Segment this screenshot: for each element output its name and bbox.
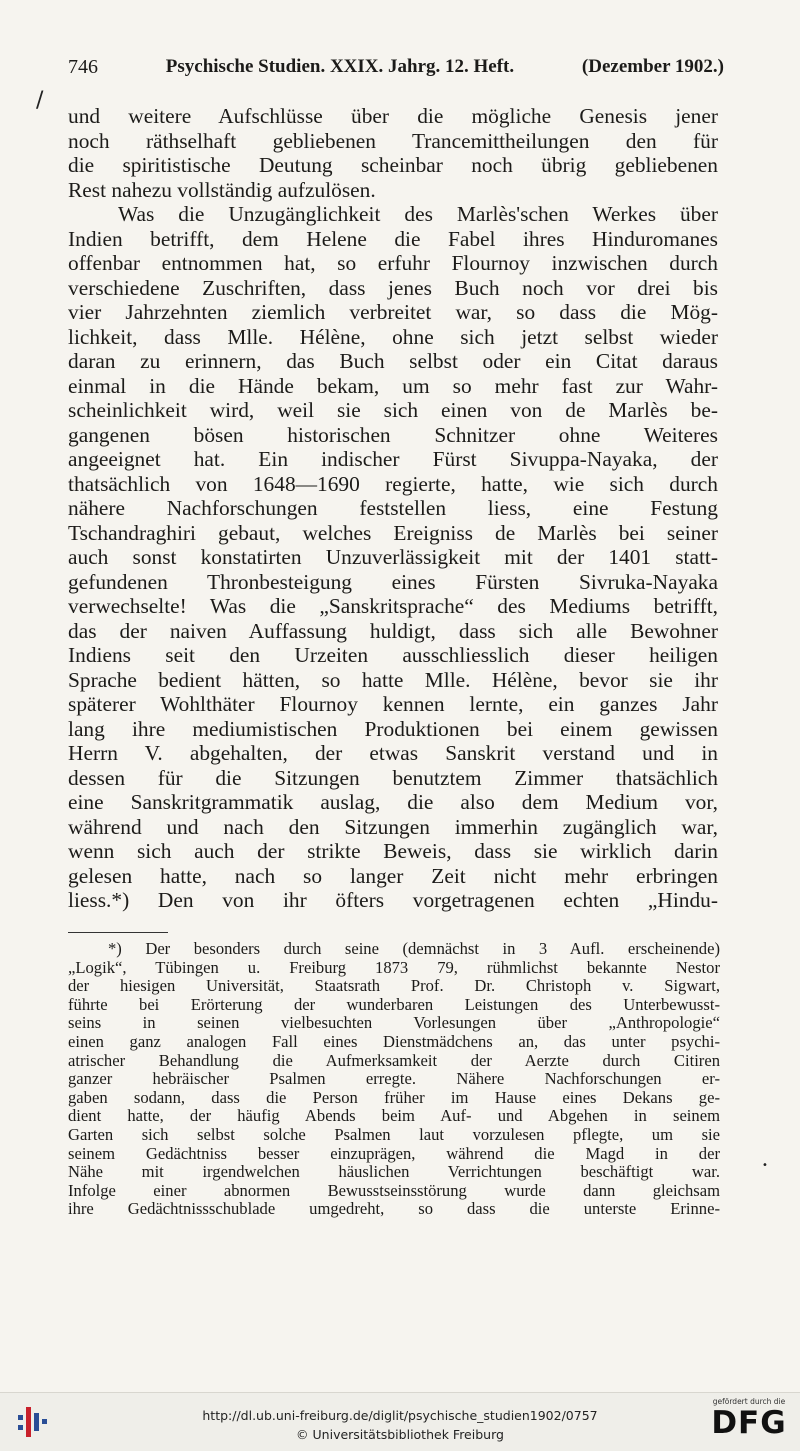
text-line: und weitere Aufschlüsse über die mögliche Genesis jener — [68, 104, 718, 128]
text-line: verschiedene Zuschriften, dass jenes Buch noch vor drei bis — [68, 275, 718, 300]
text-line: offenbar entnommen hat, so erfuhr Flournoy inzwischen durch — [68, 251, 718, 275]
running-header — [68, 56, 724, 79]
text-line: Sprache bedient hätten, so hatte Mlle. Hélène, bevor sie ihr — [68, 667, 718, 692]
text-line: einmal in die Hände bekam, um so mehr fast zur Wahr- — [68, 373, 718, 398]
footnote-line: atrischer Behandlung die Aufmerksamkeit der Aerzte durch Citiren — [68, 1050, 720, 1070]
margin-dot: • — [762, 1160, 768, 1171]
text-line: angeeignet hat. Ein indischer Fürst Sivuppa-Nayaka, der — [68, 447, 718, 471]
text-line: späterer Wohlthäter Flournoy kennen lernte, ein ganzes Jahr — [68, 692, 718, 716]
footnote-line: ihre Gedächtnissschublade umgedreht, so dass die unterste Erinne- — [68, 1199, 720, 1219]
text-line: auch sonst konstatirten Unzuverlässigkeit mit der 1401 statt- — [68, 545, 718, 569]
footnote-line: dient hatte, der häufig Abends beim Auf- und Abgehen in seinem — [68, 1106, 720, 1126]
text-line: scheinlichkeit wird, weil sie sich einen von de Marlès be- — [68, 398, 718, 422]
text-line: lichkeit, dass Mlle. Hélène, ohne sich jetzt selbst wieder — [68, 324, 718, 349]
page-number: 746 — [68, 56, 98, 78]
text-line: verwechselte! Was die „Sanskritsprache“ des Mediums betrifft, — [68, 594, 718, 618]
margin-pencil-mark: / — [36, 88, 44, 113]
footnote-divider — [68, 932, 168, 933]
footnote-line: führte bei Erörterung der wunderbaren Leistungen des Unterbewusst- — [68, 994, 720, 1014]
viewer-footer — [0, 1392, 800, 1451]
text-line: vier Jahrzehnten ziemlich verbreitet war, so dass die Mög- — [68, 300, 718, 324]
text-line: eine Sanskritgrammatik auslag, die also dem Medium vor, — [68, 790, 718, 814]
text-line: gefundenen Thronbesteigung eines Fürsten Sivruka-Nayaka — [68, 569, 718, 594]
text-line: die spiritistische Deutung scheinbar noch übrig gebliebenen — [68, 153, 718, 177]
footnote-line: Infolge einer abnormen Bewusstseinsstörung wurde dann gleichsam — [68, 1180, 720, 1200]
permalink-url[interactable]: http://dl.ub.uni-freiburg.de/diglit/psychische_studien1902/0757 — [202, 1408, 598, 1423]
text-line: lang ihre mediumistischen Produktionen bei einem gewissen — [68, 716, 718, 741]
text-line: wenn sich auch der strikte Beweis, dass sie wirklich darin — [68, 839, 718, 863]
text-line: Indiens seit den Urzeiten ausschliesslich dieser heiligen — [68, 643, 718, 667]
funder-caption: gefördert durch die — [712, 1397, 786, 1406]
footnote-line: gaben sodann, dass die Person früher im Hause eines Dekans ge- — [68, 1087, 720, 1107]
copyright-notice: © Universitätsbibliothek Freiburg — [296, 1427, 504, 1442]
text-line: während und nach den Sitzungen immerhin zugänglich war, — [68, 814, 718, 839]
footnote-line: *) Der besonders durch seine (demnächst in 3 Aufl. erscheinende) — [108, 939, 720, 958]
running-title: Psychische Studien. XXIX. Jahrg. 12. Heft. — [165, 56, 515, 77]
footnote-line: Nähe mit irgendwelchen häuslichen Verrichtungen beschäftigt war. — [68, 1162, 720, 1182]
text-line: Rest nahezu vollständig aufzulösen. — [68, 177, 376, 202]
issue-date: (Dezember 1902.) — [581, 56, 724, 77]
text-line: thatsächlich von 1648—1690 regierte, hatte, wie sich durch — [68, 471, 718, 496]
text-line: daran zu erinnern, das Buch selbst oder ein Citat daraus — [68, 349, 718, 373]
dfg-logo-icon — [708, 1397, 790, 1440]
footnote-line: einen ganz analogen Fall eines Dienstmädchens an, das unter psychi- — [68, 1031, 720, 1051]
text-line: noch räthselhaft gebliebenen Trancemittheilungen den für — [68, 128, 718, 153]
text-line: Was die Unzugänglichkeit des Marlès'schen Werkes über — [118, 202, 718, 226]
text-line: liess.*) Den von ihr öfters vorgetragenen echten „Hindu- — [68, 888, 718, 912]
text-line: Indien betrifft, dem Helene die Fabel ihres Hinduromanes — [68, 226, 718, 251]
footnote-line: seinem Gedächtniss besser einzuprägen, während die Magd in der — [68, 1143, 720, 1163]
footnote — [68, 940, 720, 1219]
text-line: gangenen bösen historischen Schnitzer ohne Weiteres — [68, 422, 718, 447]
funder-logo-text: DFG — [711, 1405, 787, 1441]
footnote-line: „Logik“, Tübingen u. Freiburg 1873 79, rühmlichst bekannte Nestor — [68, 957, 720, 977]
footnote-line: ganzer hebräischer Psalmen erregte. Nähere Nachforschungen er- — [68, 1069, 720, 1089]
main-text — [68, 104, 718, 913]
text-line: dessen für die Sitzungen benutztem Zimmer thatsächlich — [68, 765, 718, 790]
footnote-line: Garten sich selbst solche Psalmen laut vorzulesen pflegte, um sie — [68, 1124, 720, 1144]
footnote-line: der hiesigen Universität, Staatsrath Prof. Dr. Christoph v. Sigwart, — [68, 976, 720, 996]
text-line: nähere Nachforschungen feststellen liess, eine Festung — [68, 496, 718, 520]
text-line: das der naiven Auffassung huldigt, dass sich alle Bewohner — [68, 618, 718, 643]
text-line: Tschandraghiri gebaut, welches Ereigniss de Marlès bei seiner — [68, 520, 718, 545]
footnote-line: seins in seinen vielbesuchten Vorlesungen über „Anthropologie“ — [68, 1013, 720, 1033]
text-line: Herrn V. abgehalten, der etwas Sanskrit verstand und in — [68, 741, 718, 765]
text-line: gelesen hatte, nach so langer Zeit nicht mehr erbringen — [68, 863, 718, 888]
